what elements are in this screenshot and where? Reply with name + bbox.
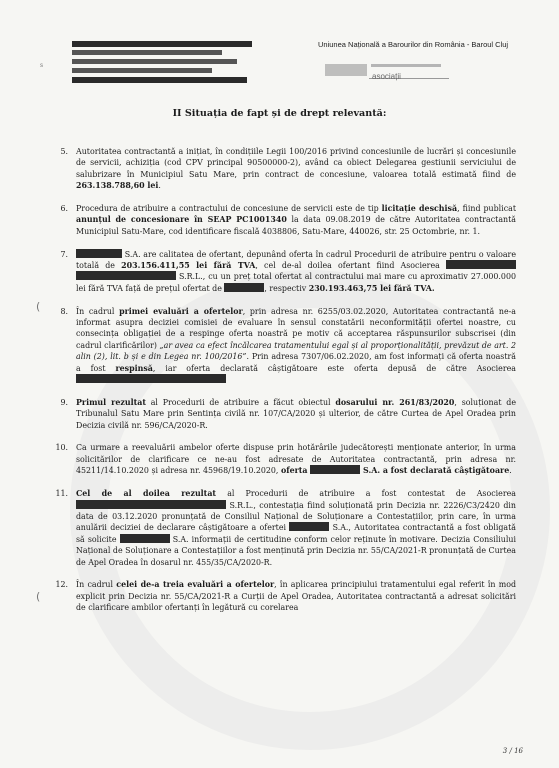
bar-association-name: Uniunea Națională a Barourilor din România - Baroul Cluj: [318, 40, 509, 49]
body-text: S.A. are calitatea de ofertant, depunând oferta în cadrul Procedurii de atribuire pentru o valoare totală de: [76, 249, 516, 271]
bold-text: anunțul de concesionare în SEAP PC1001340: [76, 215, 287, 225]
body-text: , prin adresa nr. 6255/03.02.2020, Autoritatea contractantă ne-a informat asupra deciziei comisiei de evaluare în sensul constatării neconformității ofertei noastre, cu consecința obligației de a respinge oferta noastră pe motiv că acceptarea răspunsurilor subscrisei (din cadrul clarificărilor): [76, 306, 516, 350]
page-number: 3 / 16: [502, 747, 523, 755]
paragraph-number: 5.: [60, 147, 68, 156]
bold-text: Cel de al doilea rezultat: [76, 489, 217, 499]
body-text: .: [158, 181, 161, 191]
bold-text: 203.156.411,55 lei fără TVA: [121, 261, 256, 271]
body-text: , respectiv: [264, 283, 309, 293]
bold-text: primei evaluări a ofertelor: [119, 306, 243, 316]
paragraph-item: [60, 397, 516, 431]
paragraph-item: [55, 442, 516, 476]
bold-text: respinsă: [115, 363, 153, 373]
body-text: la data 09.08.2019 de către Autoritatea contractantă Municipiul Satu-Mare, cod identificare fiscală 4038806, Satu-Mare, 440026, str. 25 Octombrie, nr. 1.: [76, 215, 516, 236]
margin-bracket: (: [36, 300, 41, 313]
body-text: S.A. informații de certitudine conform celor reținute în motivare. Decizia Consiliului Național de Soluționare a Contestațiilor a fost menținută prin Decizia nr. 55/CA/2021-R pronunțată de Curtea de Apel Oradea în dosarul nr. 455/35/CA/2020-R.: [76, 534, 516, 567]
body-text: , cel de-al doilea ofertant fiind Asocierea: [255, 261, 447, 271]
body-text: S.R.L., contestația fiind soluționată prin Decizia nr. 2226/C3/2420 din data de 03.12.2020 pronunțată de Consiliul Național de Soluționare a Contestațiilor, prin care, în urma anulării deciziei de declarare câștigătoare a ofertei: [76, 500, 516, 533]
bold-text: licitație deschisă: [381, 204, 458, 214]
bold-text: S.A. a fost declarată câștigătoare: [360, 466, 510, 476]
numbered-paragraphs: [55, 146, 516, 625]
body-text: . Prin adresa 7307/06.02.2020, am fost informați că oferta noastră a fost: [76, 352, 516, 373]
bold-text: dosarului nr. 261/83/2020: [335, 397, 455, 407]
body-text: , iar oferta declarată câștigătoare este oferta depusă de către Asocierea: [152, 363, 516, 373]
body-text: al Procedurii de atribuire a făcut obiectul: [145, 397, 336, 407]
body-text: al Procedurii de atribuire a fost contestat de Asocierea: [216, 489, 516, 499]
paragraph-item: [60, 203, 516, 237]
logo-suffix: asociații: [372, 72, 401, 81]
bold-text: 263.138.788,60 lei: [76, 181, 159, 191]
bold-text: oferta: [280, 466, 311, 476]
paragraph-number: 6.: [60, 204, 68, 214]
redacted-name: [446, 260, 516, 269]
body-text: În cadrul: [76, 306, 120, 316]
margin-bracket: (: [36, 590, 41, 603]
redacted-name: [224, 283, 264, 292]
paragraph-number: 10.: [55, 443, 68, 453]
body-text: În cadrul: [76, 580, 117, 590]
paragraph-item: [55, 488, 516, 568]
paragraph-number: 7.: [60, 249, 68, 259]
body-text: , soluționat de Tribunalul Satu Mare prin Sentința civilă nr. 107/CA/2020 și ulterior, de către Curtea de Apel Oradea prin Decizia civilă nr. 596/CA/2020-R.: [76, 397, 516, 430]
redacted-name: [76, 374, 226, 383]
body-text: , în aplicarea principiului tratamentului egal referit în mod explicit prin Decizia nr. 55/CA/2021-R a Curții de Apel Oradea, Autoritatea contractantă a adresat solicitări de clarificare ambilor ofertanți în legătură cu corelarea: [76, 580, 516, 613]
bold-text: Primul rezultat: [76, 397, 146, 407]
margin-dot: s: [40, 62, 44, 69]
redacted-name: [76, 500, 226, 509]
paragraph-item: [60, 146, 516, 192]
sender-address-block: [72, 40, 257, 85]
paragraph-number: 9.: [60, 397, 68, 407]
paragraph-number: 11.: [55, 489, 68, 499]
paragraph-number: 8.: [60, 306, 68, 316]
paragraph-number: 12.: [55, 580, 68, 590]
body-text: .: [509, 466, 512, 476]
redacted-name: [310, 465, 360, 474]
redacted-name: [120, 534, 170, 543]
body-text: Ca urmare a reevaluării ambelor oferte dispuse prin hotărârile judecătorești menționate anterior, în urma solicitărilor de clarificare ce ne-au fost adresate de Autoritatea contractantă, prin adresa nr. 45211/14.10.2020 și adresa nr. 45968/19.10.2020,: [76, 443, 516, 476]
bold-text: 230.193.463,75 lei fără TVA.: [308, 283, 435, 293]
redacted-name: [76, 271, 176, 280]
paragraph-item: [60, 306, 516, 386]
body-text: , fiind publicat: [457, 204, 516, 214]
section-title: II Situația de fapt și de drept relevantă:: [172, 108, 387, 119]
paragraph-item: [60, 249, 516, 295]
body-text: S.R.L., cu un preț total ofertat al contractului mai mare cu aproximativ 27.000.000 lei fără TVA față de prețul ofertat de: [76, 272, 516, 293]
redacted-name: [76, 249, 122, 258]
body-text: Procedura de atribuire a contractului de concesiune de servicii este de tip: [76, 204, 382, 214]
paragraph-item: [55, 579, 516, 613]
italic-quote: „ar avea ca efect încălcarea tratamentului egal și al proporționalității, prevăzut de art. 2 alin (2), lit. b și e din Legea nr. 100/2016”: [76, 340, 516, 362]
redacted-name: [289, 522, 329, 531]
body-text: Autoritatea contractantă a inițiat, în condițiile Legii 100/2016 privind concesiunile de lucrări și concesiunile de servicii, achiziția (cod CPV principal 90500000-2), având ca obiect Delegarea gestiunii serviciului de salubrizare în Municipiul Satu Mare, prin contract de concesiune, valoarea totală estimată fiind de: [76, 147, 516, 179]
body-text: S.A., Autoritatea contractantă a fost obligată să solicite: [76, 523, 516, 544]
bold-text: celei de-a treia evaluări a ofertelor: [116, 580, 275, 590]
